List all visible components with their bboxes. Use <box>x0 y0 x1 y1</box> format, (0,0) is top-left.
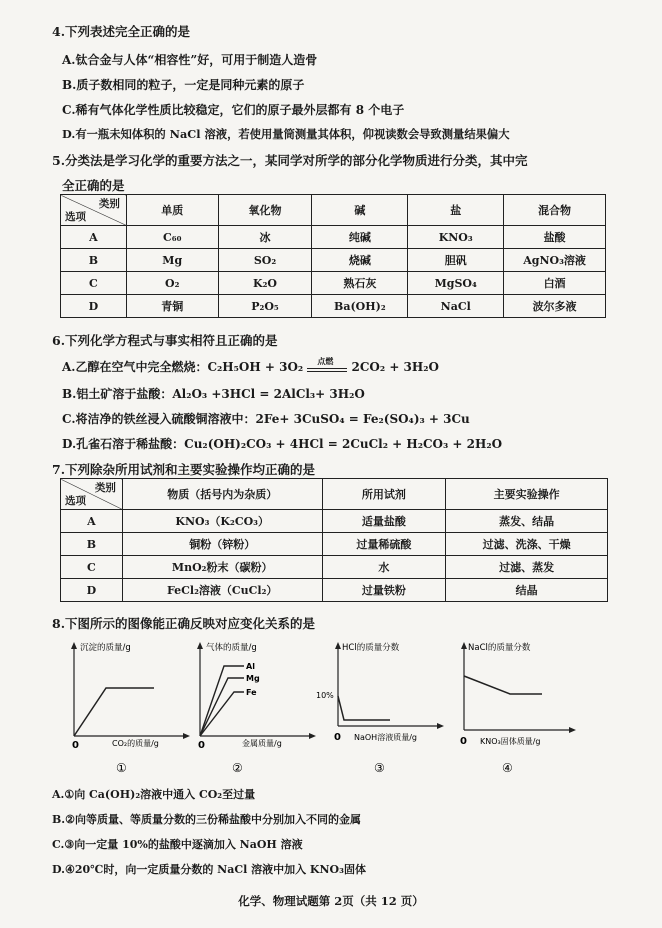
q7-cell: C <box>61 556 123 579</box>
q7-cell: 铜粉（锌粉） <box>122 533 322 556</box>
q5-cell: KNO₃ <box>408 226 504 249</box>
graph-4-origin: 0 <box>460 736 467 747</box>
q8-option-a: A.①向 Ca(OH)₂溶液中通入 CO₂至过量 <box>52 788 256 801</box>
q5-cell: AgNO₃溶液 <box>504 249 606 272</box>
q5-cell: D <box>61 295 127 318</box>
graph-2-ylabel: 气体的质量/g <box>206 643 257 653</box>
q7-cell: 结晶 <box>446 579 608 602</box>
q5-cell: P₂O₅ <box>218 295 312 318</box>
q5-cell: C <box>61 272 127 295</box>
q5-cell: 烧碱 <box>312 249 408 272</box>
graph-4-xlabel: KNO₃固体质量/g <box>480 737 541 746</box>
graph-4-ylabel: NaCl的质量分数 <box>468 643 531 653</box>
q7-cell: 蒸发、结晶 <box>446 510 608 533</box>
q5-cell: 冰 <box>218 226 312 249</box>
q6-option-a-right: 2CO₂ + 3H₂O <box>351 360 439 374</box>
q5-stem-line2: 全正确的是 <box>62 178 125 193</box>
q8-option-d: D.④20℃时，向一定质量分数的 NaCl 溶液中加入 KNO₃固体 <box>52 863 366 876</box>
graph-1-number: ① <box>116 761 127 775</box>
q6-option-c: C.将洁净的铁丝浸入硫酸铜溶液中：2Fe+ 3CuSO₄ = Fe₂(SO₄)₃ + 3Cu <box>62 412 470 426</box>
graph-3-number: ③ <box>374 761 385 775</box>
q7-cell: 过量稀硫酸 <box>322 533 446 556</box>
q5-cell: Ba(OH)₂ <box>312 295 408 318</box>
q6-option-a-left: A.乙醇在空气中完全燃烧：C₂H₅OH + 3O₂ <box>62 360 304 374</box>
q5-cell: 波尔多液 <box>504 295 606 318</box>
graph-3-svg <box>314 636 454 776</box>
q5-cell: 胆矾 <box>408 249 504 272</box>
q7-cell: FeCl₂溶液（CuCl₂） <box>122 579 322 602</box>
q5-cell: Mg <box>126 249 218 272</box>
table-row <box>61 249 606 272</box>
graph-4 <box>440 636 590 776</box>
graph-1-ylabel: 沉淀的质量/g <box>80 643 131 653</box>
table-row <box>61 556 608 579</box>
q5-cell: NaCl <box>408 295 504 318</box>
graph-2-origin: 0 <box>198 740 205 751</box>
graph-1 <box>60 636 200 776</box>
q6-option-b: B.铝土矿溶于盐酸：Al₂O₃ +3HCl = 2AlCl₃+ 3H₂O <box>62 387 365 401</box>
q5-cell: K₂O <box>218 272 312 295</box>
graph-1-svg <box>60 636 200 776</box>
q5-cell: C₆₀ <box>126 226 218 249</box>
graph-4-curve <box>464 676 542 694</box>
graph-2-label-al: Al <box>246 662 255 671</box>
graph-3-curve <box>338 696 390 720</box>
y-axis-arrow <box>461 642 467 649</box>
q5-table <box>60 194 606 318</box>
q8-option-b: B.②向等质量、等质量分数的三份稀盐酸中分别加入不同的金属 <box>52 813 361 826</box>
q7-cell: A <box>61 510 123 533</box>
graph-3 <box>314 636 454 776</box>
table-row <box>61 510 608 533</box>
graph-2-svg <box>186 636 326 776</box>
q5-cell: 白酒 <box>504 272 606 295</box>
q5-cell: MgSO₄ <box>408 272 504 295</box>
reaction-condition: 点燃 <box>317 355 334 366</box>
q7-header: 物质（括号内为杂质） <box>122 479 322 510</box>
q5-corner-cell <box>61 195 127 226</box>
graph-1-curve <box>74 688 154 736</box>
graph-2 <box>186 636 326 776</box>
graph-2-number: ② <box>232 761 243 775</box>
q8-option-c: C.③向一定量 10%的盐酸中逐滴加入 NaOH 溶液 <box>52 838 303 851</box>
table-row <box>61 272 606 295</box>
q7-cell: 过量铁粉 <box>322 579 446 602</box>
y-axis-arrow <box>335 642 341 649</box>
q5-cell: 熟石灰 <box>312 272 408 295</box>
q4-option-c: C.稀有气体化学性质比较稳定，它们的原子最外层都有 8 个电子 <box>62 103 405 117</box>
table-row <box>61 295 606 318</box>
graph-1-origin: 0 <box>72 740 79 751</box>
graph-3-xlabel: NaOH溶液质量/g <box>354 733 417 742</box>
q5-header: 混合物 <box>504 195 606 226</box>
q5-cell: O₂ <box>126 272 218 295</box>
graph-2-xlabel: 金属质量/g <box>242 739 282 748</box>
q4-option-b: B.质子数相同的粒子，一定是同种元素的原子 <box>62 78 305 92</box>
q5-corner-top: 类别 <box>98 198 120 210</box>
y-axis-arrow <box>197 642 203 649</box>
q5-cell: 纯碱 <box>312 226 408 249</box>
q7-cell: 适量盐酸 <box>322 510 446 533</box>
q5-corner-bottom: 选项 <box>65 211 86 223</box>
q7-corner-bottom: 选项 <box>65 495 86 507</box>
table-row <box>61 533 608 556</box>
reaction-arrow <box>307 355 347 375</box>
table-row <box>61 226 606 249</box>
q4-stem: 4.下列表述完全正确的是 <box>52 24 191 39</box>
q7-corner-top: 类别 <box>94 482 116 494</box>
graph-2-curve-al <box>200 666 244 736</box>
q7-corner-cell <box>61 479 123 510</box>
graph-2-label-mg: Mg <box>246 674 260 683</box>
q5-cell: B <box>61 249 127 272</box>
q6-option-d: D.孔雀石溶于稀盐酸：Cu₂(OH)₂CO₃ + 4HCl = 2CuCl₂ + H₂CO₃ + 2H₂O <box>62 437 503 451</box>
q7-stem: 7.下列除杂所用试剂和主要实验操作均正确的是 <box>52 462 316 477</box>
q5-cell: 青铜 <box>126 295 218 318</box>
q5-stem-line1: 5.分类法是学习化学的重要方法之一，某同学对所学的部分化学物质进行分类，其中完 <box>52 153 528 168</box>
q7-cell: 过滤、蒸发 <box>446 556 608 579</box>
q4-option-a: A.钛合金与人体“相容性”好，可用于制造人造骨 <box>62 53 318 67</box>
q7-cell: D <box>61 579 123 602</box>
q7-header: 所用试剂 <box>322 479 446 510</box>
q5-cell: A <box>61 226 127 249</box>
q6-option-a <box>62 355 439 375</box>
q5-header: 氧化物 <box>218 195 312 226</box>
graph-3-ylabel: HCl的质量分数 <box>342 643 400 653</box>
graph-4-svg <box>440 636 590 776</box>
table-row <box>61 579 608 602</box>
q8-stem: 8.下图所示的图像能正确反映对应变化关系的是 <box>52 616 316 631</box>
q5-cell: 盐酸 <box>504 226 606 249</box>
q7-cell: 过滤、洗涤、干燥 <box>446 533 608 556</box>
graph-3-tick: 10% <box>316 691 334 700</box>
q7-table <box>60 478 608 602</box>
q4-option-d: D.有一瓶未知体积的 NaCl 溶液，若使用量筒测量其体积，仰视读数会导致测量结果偏大 <box>62 127 510 141</box>
graph-4-number: ④ <box>502 761 513 775</box>
graph-2-label-fe: Fe <box>246 688 257 697</box>
graph-1-xlabel: CO₂的质量/g <box>112 739 159 748</box>
graph-2-curve-fe <box>200 692 244 736</box>
page-footer: 化学、物理试题第 2页（共 12 页） <box>238 894 424 908</box>
x-axis-arrow <box>569 727 576 733</box>
graph-3-origin: 0 <box>334 732 341 743</box>
q7-cell: 水 <box>322 556 446 579</box>
q5-cell: SO₂ <box>218 249 312 272</box>
q7-header: 主要实验操作 <box>446 479 608 510</box>
y-axis-arrow <box>71 642 77 649</box>
q5-header: 盐 <box>408 195 504 226</box>
q7-cell: MnO₂粉末（碳粉） <box>122 556 322 579</box>
q5-header: 碱 <box>312 195 408 226</box>
q6-stem: 6.下列化学方程式与事实相符且正确的是 <box>52 333 278 348</box>
q5-header: 单质 <box>126 195 218 226</box>
q7-cell: B <box>61 533 123 556</box>
q7-cell: KNO₃（K₂CO₃） <box>122 510 322 533</box>
